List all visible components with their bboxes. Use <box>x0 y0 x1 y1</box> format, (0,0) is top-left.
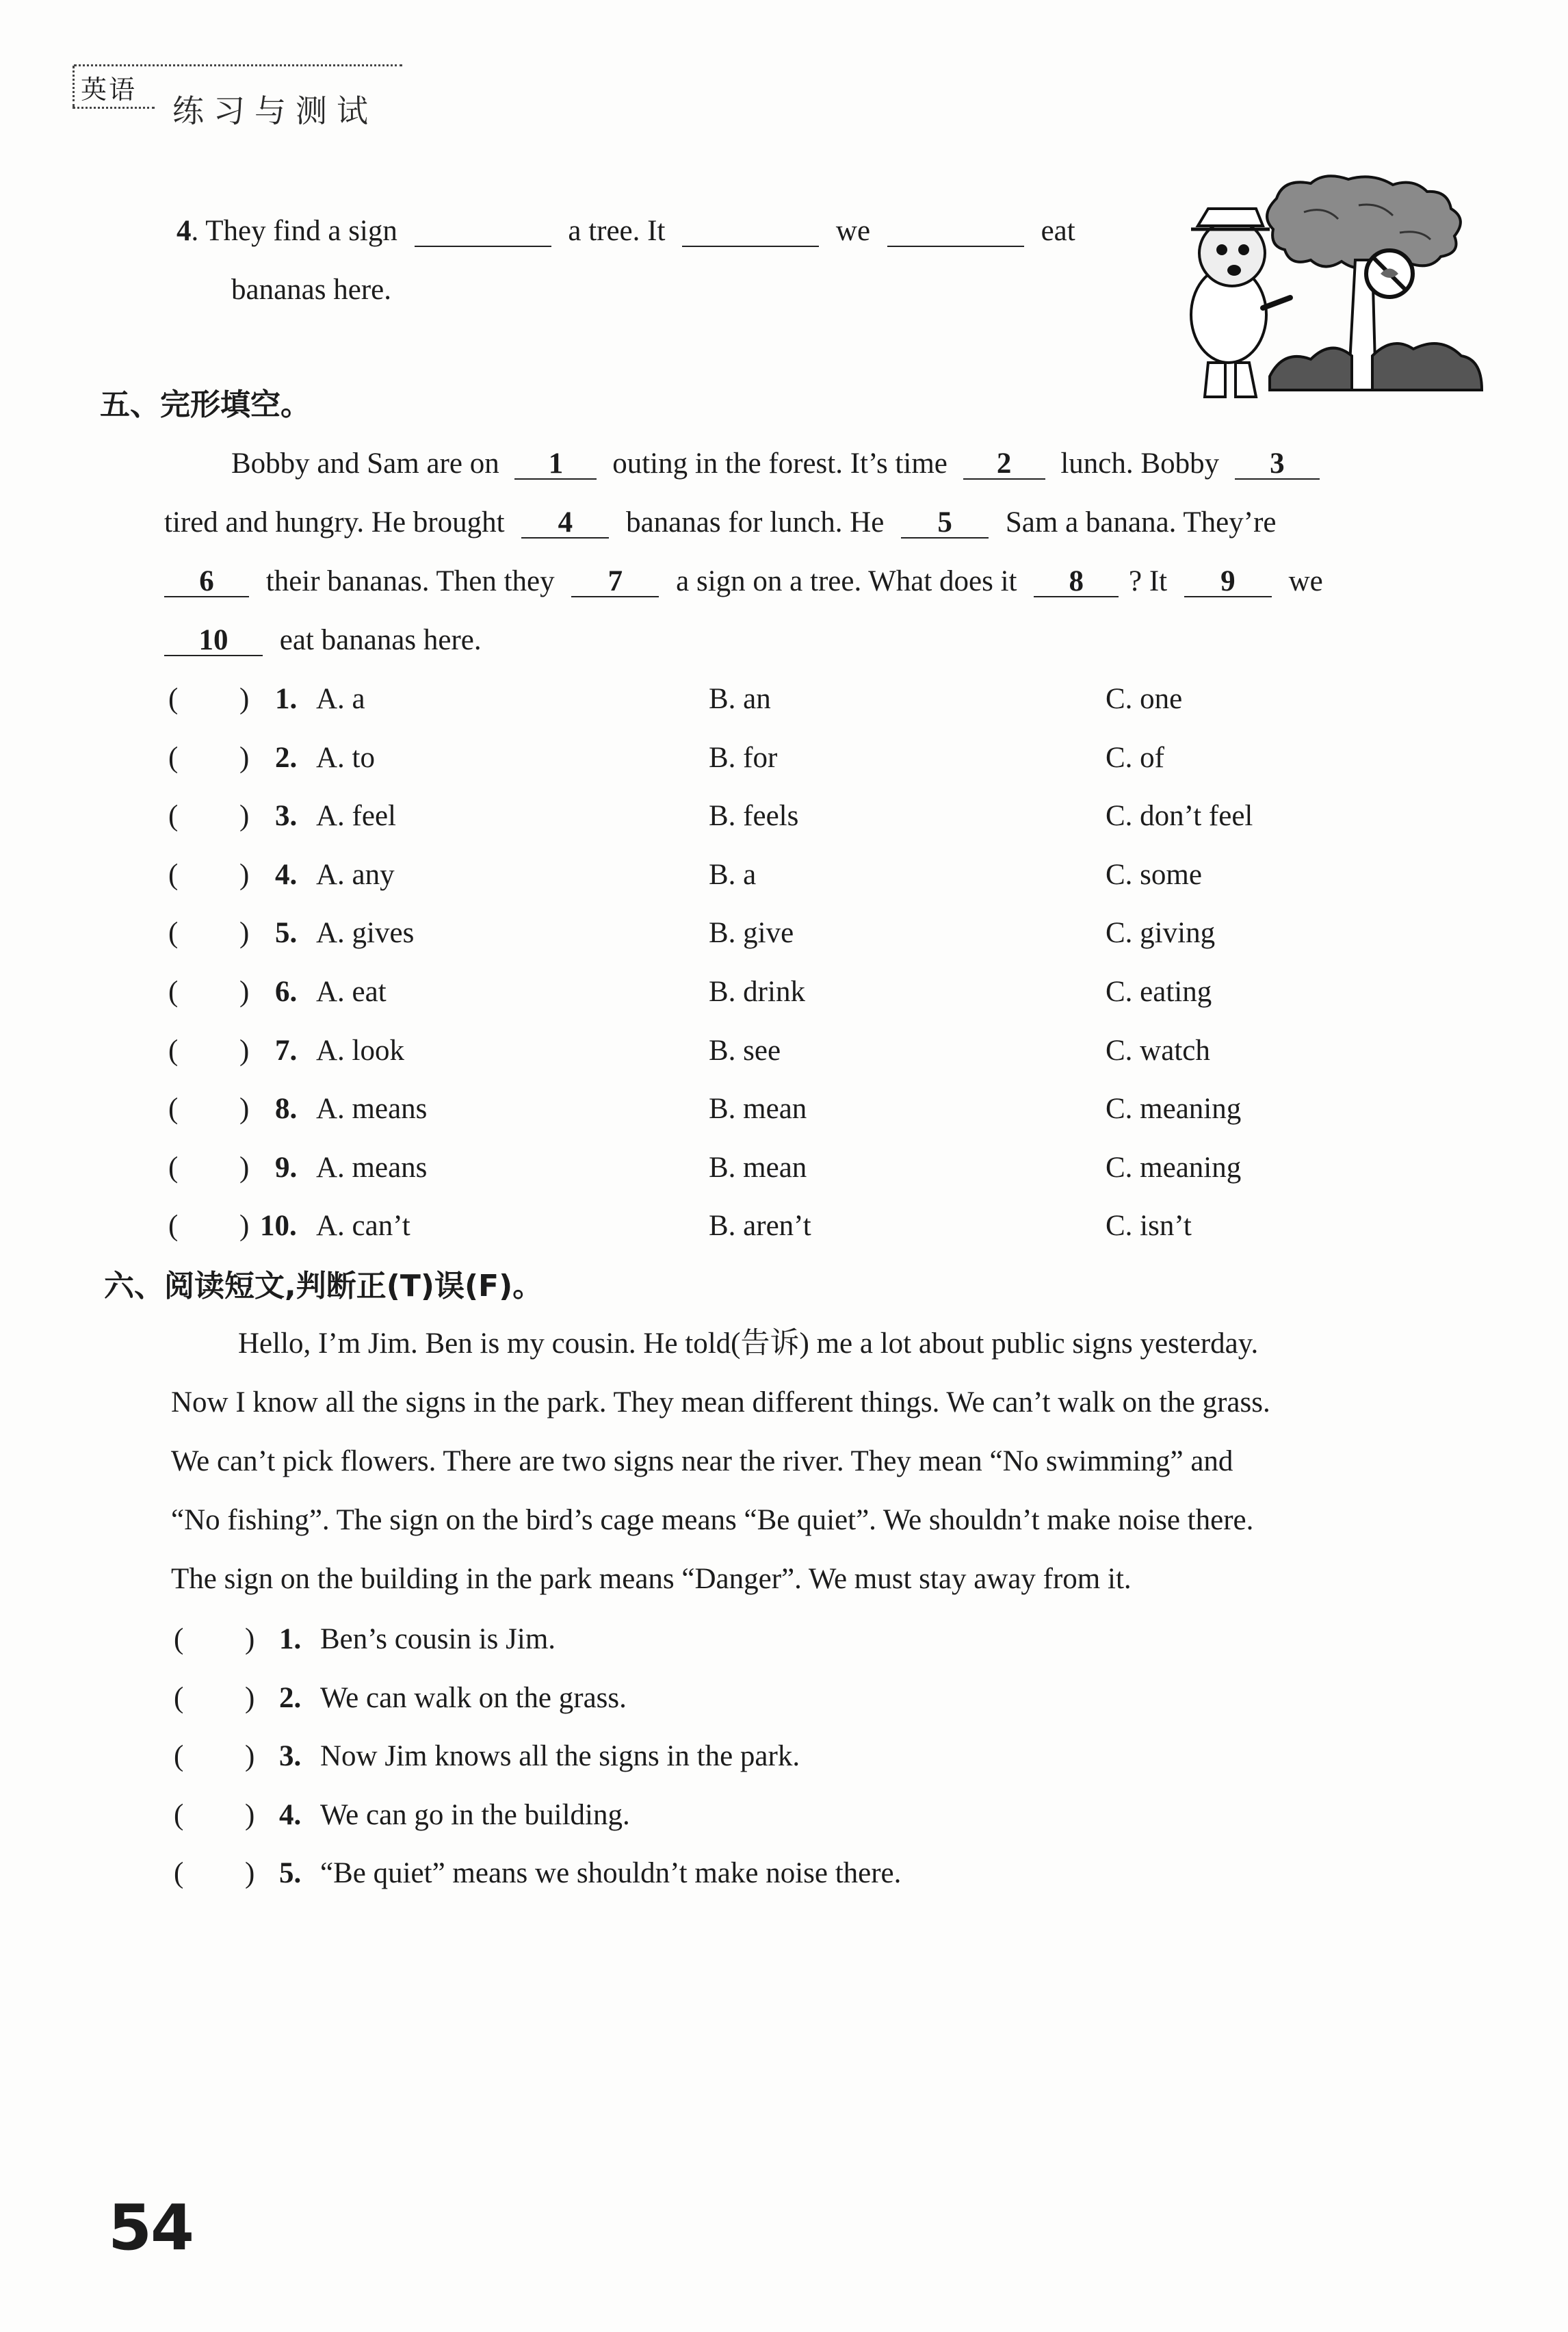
reading-line: Now I know all the signs in the park. They mean different things. We can’t walk on the grass. <box>171 1386 1270 1418</box>
question-number: 3. <box>275 800 298 833</box>
question-number: 4. <box>275 858 298 891</box>
answer-paren-close[interactable]: ) <box>239 741 250 774</box>
text-fragment: eat bananas here. <box>279 624 482 656</box>
reading-line: We can’t pick flowers. There are two signs near the river. They mean “No swimming” and <box>171 1445 1233 1477</box>
header-title: 练习与测试 <box>172 92 378 129</box>
option-c[interactable]: C. meaning <box>1106 1093 1242 1126</box>
header-subject: 英语 <box>81 75 138 105</box>
reading-line: The sign on the building in the park means “Danger”. We must stay away from it. <box>171 1563 1132 1595</box>
item-4-line2: bananas here. <box>231 274 391 306</box>
statement-text: We can walk on the grass. <box>320 1681 627 1714</box>
answer-blank[interactable] <box>682 216 819 247</box>
option-c[interactable]: C. watch <box>1106 1034 1210 1067</box>
option-a[interactable]: A. gives <box>316 917 415 950</box>
text-fragment: a tree. It <box>568 215 666 247</box>
cloze-blank[interactable]: 9 <box>1184 567 1272 597</box>
answer-paren-close[interactable]: ) <box>239 858 250 891</box>
text-fragment: outing in the forest. It’s time <box>612 448 948 480</box>
answer-paren-close[interactable]: ) <box>239 683 250 715</box>
question-number: 10. <box>260 1210 297 1243</box>
reading-line: Hello, I’m Jim. Ben is my cousin. He told(告诉) me a lot about public signs yesterday. <box>238 1327 1259 1360</box>
statement-text: Ben’s cousin is Jim. <box>320 1623 556 1655</box>
question-number: 9. <box>275 1151 298 1184</box>
option-a[interactable]: A. feel <box>316 800 396 833</box>
cat-pointing-at-sign-illustration <box>1167 171 1490 404</box>
text-fragment: their bananas. Then they <box>265 565 555 597</box>
text-fragment: we <box>835 215 871 247</box>
text-fragment: we <box>1288 565 1323 597</box>
option-b[interactable]: B. give <box>709 917 794 950</box>
question-number: 1. <box>275 683 298 715</box>
answer-paren-open[interactable]: ( <box>168 1034 179 1067</box>
passage-line-4 <box>164 625 482 656</box>
answer-paren-open[interactable]: ( <box>174 1857 184 1890</box>
cloze-blank[interactable]: 7 <box>571 567 659 597</box>
option-b[interactable]: B. mean <box>709 1151 807 1184</box>
text-fragment: eat <box>1041 215 1075 247</box>
option-a[interactable]: A. can’t <box>316 1210 410 1243</box>
reading-line: “No fishing”. The sign on the bird’s cage means “Be quiet”. We shouldn’t make noise there. <box>171 1504 1254 1536</box>
answer-blank[interactable] <box>887 216 1024 247</box>
answer-paren-open[interactable]: ( <box>174 1798 184 1831</box>
answer-paren-open[interactable]: ( <box>168 1093 179 1126</box>
answer-paren-close[interactable]: ) <box>239 800 250 833</box>
answer-paren-open[interactable]: ( <box>168 741 179 774</box>
answer-paren-close[interactable]: ) <box>245 1857 255 1890</box>
option-a[interactable]: A. means <box>316 1151 428 1184</box>
question-number: 7. <box>275 1034 298 1067</box>
text-fragment: ? It <box>1129 565 1168 597</box>
option-a[interactable]: A. eat <box>316 976 387 1008</box>
option-c[interactable]: C. don’t feel <box>1106 800 1253 833</box>
statement-text: “Be quiet” means we shouldn’t make noise there. <box>320 1857 902 1890</box>
answer-paren-open[interactable]: ( <box>174 1623 184 1655</box>
answer-paren-open[interactable]: ( <box>174 1681 184 1714</box>
option-b[interactable]: B. a <box>709 858 757 891</box>
option-c[interactable]: C. isn’t <box>1106 1210 1192 1243</box>
option-b[interactable]: B. see <box>709 1034 781 1067</box>
answer-paren-close[interactable]: ) <box>245 1740 255 1773</box>
passage-line-2 <box>164 508 1276 539</box>
cloze-blank[interactable]: 2 <box>963 449 1045 480</box>
answer-paren-close[interactable]: ) <box>245 1623 255 1655</box>
passage-line-3 <box>164 567 1323 597</box>
answer-paren-open[interactable]: ( <box>168 683 179 715</box>
option-b[interactable]: B. for <box>709 741 778 774</box>
text-fragment: tired and hungry. He brought <box>164 506 505 539</box>
cloze-blank[interactable]: 5 <box>901 508 989 539</box>
cloze-blank[interactable]: 3 <box>1235 449 1320 480</box>
answer-paren-close[interactable]: ) <box>239 1034 250 1067</box>
section-6-title: 六、阅读短文,判断正(T)误(F)。 <box>104 1269 543 1304</box>
option-c[interactable]: C. one <box>1106 683 1183 715</box>
option-a[interactable]: A. look <box>316 1034 404 1067</box>
answer-paren-open[interactable]: ( <box>168 858 179 891</box>
section-5-title: 五、完形填空。 <box>100 387 311 422</box>
answer-paren-open[interactable]: ( <box>174 1740 184 1773</box>
answer-paren-open[interactable]: ( <box>168 917 179 950</box>
text-fragment: Sam a banana. They’re <box>1005 506 1277 539</box>
answer-paren-open[interactable]: ( <box>168 800 179 833</box>
option-c[interactable]: C. eating <box>1106 976 1212 1008</box>
answer-paren-close[interactable]: ) <box>245 1798 255 1831</box>
statement-number: 4. <box>279 1798 302 1831</box>
statement-number: 1. <box>279 1623 302 1655</box>
statement-number: 2. <box>279 1681 302 1714</box>
option-b[interactable]: B. drink <box>709 976 805 1008</box>
header-border-left <box>73 66 75 107</box>
option-a[interactable]: A. any <box>316 858 395 891</box>
answer-blank[interactable] <box>415 216 551 247</box>
option-b[interactable]: B. aren’t <box>709 1210 811 1243</box>
answer-paren-close[interactable]: ) <box>239 1093 250 1126</box>
option-c[interactable]: C. of <box>1106 741 1164 774</box>
option-a[interactable]: A. means <box>316 1093 428 1126</box>
statement-number: 3. <box>279 1740 302 1773</box>
option-b[interactable]: B. mean <box>709 1093 807 1126</box>
answer-paren-close[interactable]: ) <box>239 917 250 950</box>
cloze-blank[interactable]: 10 <box>164 625 263 656</box>
statement-text: We can go in the building. <box>320 1798 630 1831</box>
text-fragment: They find a sign <box>205 215 397 247</box>
text-fragment: Bobby and Sam are on <box>231 448 499 480</box>
answer-paren-open[interactable]: ( <box>168 976 179 1008</box>
statement-text: Now Jim knows all the signs in the park. <box>320 1740 800 1773</box>
header-border-bottom <box>73 107 155 109</box>
answer-paren-open[interactable]: ( <box>168 1151 179 1184</box>
header-border-top <box>74 64 402 66</box>
option-c[interactable]: C. some <box>1106 858 1202 891</box>
answer-paren-close[interactable]: ) <box>239 1151 250 1184</box>
passage-line-1 <box>231 449 1320 480</box>
option-a[interactable]: A. to <box>316 741 375 774</box>
answer-paren-close[interactable]: ) <box>239 1210 250 1243</box>
cloze-blank[interactable]: 6 <box>164 567 249 597</box>
cloze-blank[interactable]: 8 <box>1034 567 1119 597</box>
question-number: 8. <box>275 1093 298 1126</box>
item-number: 4 <box>177 215 192 247</box>
answer-paren-close[interactable]: ) <box>245 1681 255 1714</box>
cloze-blank[interactable]: 4 <box>521 508 609 539</box>
item-4-line1: 4. They find a sign a tree. It we eat <box>177 215 1075 247</box>
option-b[interactable]: B. feels <box>709 800 799 833</box>
option-c[interactable]: C. giving <box>1106 917 1216 950</box>
text-fragment: bananas for lunch. He <box>626 506 885 539</box>
statement-number: 5. <box>279 1857 302 1890</box>
page-number: 54 <box>108 2191 194 2264</box>
option-a[interactable]: A. a <box>316 683 365 715</box>
option-c[interactable]: C. meaning <box>1106 1151 1242 1184</box>
cloze-blank[interactable]: 1 <box>514 449 597 480</box>
question-number: 6. <box>275 976 298 1008</box>
text-fragment: lunch. Bobby <box>1060 448 1220 480</box>
question-number: 5. <box>275 917 298 950</box>
answer-paren-open[interactable]: ( <box>168 1210 179 1243</box>
answer-paren-close[interactable]: ) <box>239 976 250 1008</box>
text-fragment: a sign on a tree. What does it <box>676 565 1017 597</box>
question-number: 2. <box>275 741 298 774</box>
option-b[interactable]: B. an <box>709 683 771 715</box>
